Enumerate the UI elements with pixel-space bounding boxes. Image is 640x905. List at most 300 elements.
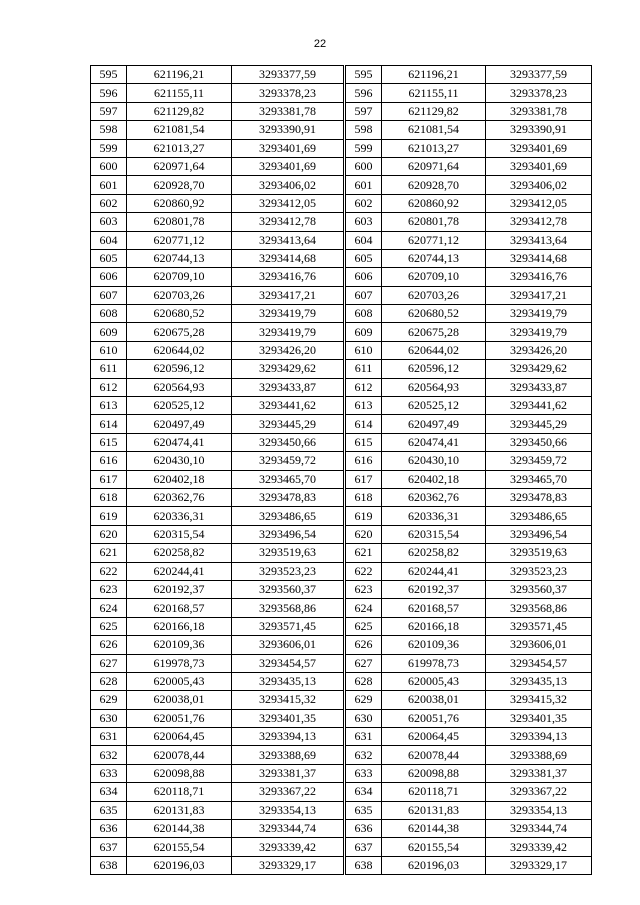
y-coordinate-cell: 3293419,79 [232,305,344,323]
table-row [346,488,592,506]
x-coordinate-cell: 620098,88 [382,764,486,782]
point-number-cell: 615 [91,433,127,451]
table-row [346,617,592,635]
table-row [91,397,344,415]
point-number-cell: 611 [91,360,127,378]
table-row [346,783,592,801]
point-number-cell: 638 [91,856,127,874]
y-coordinate-cell: 3293394,13 [232,728,344,746]
point-number-cell: 622 [346,562,382,580]
y-coordinate-cell: 3293450,66 [232,433,344,451]
x-coordinate-cell: 620709,10 [382,268,486,286]
point-number-cell: 628 [91,672,127,690]
x-coordinate-cell: 621081,54 [382,121,486,139]
x-coordinate-cell: 620430,10 [127,452,232,470]
x-coordinate-cell: 621013,27 [382,139,486,157]
point-number-cell: 617 [91,470,127,488]
y-coordinate-cell: 3293344,74 [232,820,344,838]
x-coordinate-cell: 620336,31 [382,507,486,525]
y-coordinate-cell: 3293568,86 [486,599,592,617]
point-number-cell: 620 [91,525,127,543]
y-coordinate-cell: 3293381,37 [232,764,344,782]
x-coordinate-cell: 620109,36 [127,636,232,654]
x-coordinate-cell: 620771,12 [382,231,486,249]
table-row [91,636,344,654]
y-coordinate-cell: 3293329,17 [486,856,592,874]
y-coordinate-cell: 3293401,69 [486,139,592,157]
table-row [91,654,344,672]
point-number-cell: 621 [91,544,127,562]
point-number-cell: 602 [91,194,127,212]
point-number-cell: 631 [91,728,127,746]
table-row [91,783,344,801]
y-coordinate-cell: 3293406,02 [232,176,344,194]
table-row [346,249,592,267]
y-coordinate-cell: 3293465,70 [232,470,344,488]
point-number-cell: 612 [346,378,382,396]
point-number-cell: 603 [346,213,382,231]
y-coordinate-cell: 3293459,72 [232,452,344,470]
table-row [346,139,592,157]
x-coordinate-cell: 620362,76 [127,488,232,506]
x-coordinate-cell: 620402,18 [382,470,486,488]
table-row [91,856,344,874]
x-coordinate-cell: 620564,93 [382,378,486,396]
y-coordinate-cell: 3293394,13 [486,728,592,746]
table-row [346,672,592,690]
y-coordinate-cell: 3293417,21 [232,286,344,304]
y-coordinate-cell: 3293412,05 [232,194,344,212]
y-coordinate-cell: 3293606,01 [486,636,592,654]
point-number-cell: 621 [346,544,382,562]
x-coordinate-cell: 620078,44 [382,746,486,764]
table-row [346,194,592,212]
table-row [91,231,344,249]
y-coordinate-cell: 3293445,29 [486,415,592,433]
table-row [346,820,592,838]
y-coordinate-cell: 3293414,68 [486,249,592,267]
y-coordinate-cell: 3293445,29 [232,415,344,433]
y-coordinate-cell: 3293478,83 [232,488,344,506]
point-number-cell: 609 [346,323,382,341]
point-number-cell: 636 [346,820,382,838]
table-row [346,525,592,543]
point-number-cell: 612 [91,378,127,396]
table-row [346,433,592,451]
point-number-cell: 625 [346,617,382,635]
y-coordinate-cell: 3293429,62 [232,360,344,378]
x-coordinate-cell: 620644,02 [127,341,232,359]
table-row [91,488,344,506]
point-number-cell: 634 [346,783,382,801]
point-number-cell: 634 [91,783,127,801]
x-coordinate-cell: 620244,41 [127,562,232,580]
table-row [346,599,592,617]
y-coordinate-cell: 3293412,05 [486,194,592,212]
y-coordinate-cell: 3293377,59 [486,66,592,84]
table-row [346,286,592,304]
table-row [91,139,344,157]
y-coordinate-cell: 3293390,91 [232,121,344,139]
point-number-cell: 608 [91,305,127,323]
point-number-cell: 605 [91,249,127,267]
point-number-cell: 605 [346,249,382,267]
table-row [91,746,344,764]
y-coordinate-cell: 3293523,23 [232,562,344,580]
y-coordinate-cell: 3293433,87 [486,378,592,396]
y-coordinate-cell: 3293388,69 [486,746,592,764]
table-row [346,231,592,249]
point-number-cell: 610 [91,341,127,359]
point-number-cell: 614 [346,415,382,433]
point-number-cell: 626 [346,636,382,654]
y-coordinate-cell: 3293433,87 [232,378,344,396]
y-coordinate-cell: 3293329,17 [232,856,344,874]
x-coordinate-cell: 620703,26 [382,286,486,304]
table-row [346,121,592,139]
point-number-cell: 614 [91,415,127,433]
x-coordinate-cell: 620078,44 [127,746,232,764]
x-coordinate-cell: 620928,70 [382,176,486,194]
x-coordinate-cell: 620005,43 [127,672,232,690]
y-coordinate-cell: 3293571,45 [232,617,344,635]
point-number-cell: 613 [346,397,382,415]
y-coordinate-cell: 3293401,35 [232,709,344,727]
y-coordinate-cell: 3293435,13 [486,672,592,690]
point-number-cell: 628 [346,672,382,690]
table-row [346,102,592,120]
y-coordinate-cell: 3293441,62 [486,397,592,415]
table-row [346,305,592,323]
table-row [91,764,344,782]
x-coordinate-cell: 620675,28 [127,323,232,341]
y-coordinate-cell: 3293414,68 [232,249,344,267]
table-row [346,654,592,672]
y-coordinate-cell: 3293454,57 [486,654,592,672]
x-coordinate-cell: 620336,31 [127,507,232,525]
x-coordinate-cell: 621196,21 [382,66,486,84]
table-row [91,525,344,543]
y-coordinate-cell: 3293388,69 [232,746,344,764]
point-number-cell: 625 [91,617,127,635]
table-row [346,636,592,654]
point-number-cell: 609 [91,323,127,341]
point-number-cell: 630 [91,709,127,727]
table-row [346,746,592,764]
point-number-cell: 629 [346,691,382,709]
table-row [91,84,344,102]
point-number-cell: 627 [91,654,127,672]
x-coordinate-cell: 620709,10 [127,268,232,286]
point-number-cell: 618 [346,488,382,506]
y-coordinate-cell: 3293378,23 [232,84,344,102]
y-coordinate-cell: 3293419,79 [486,305,592,323]
x-coordinate-cell: 620564,93 [127,378,232,396]
table-row [91,617,344,635]
y-coordinate-cell: 3293416,76 [486,268,592,286]
y-coordinate-cell: 3293560,37 [232,580,344,598]
point-number-cell: 629 [91,691,127,709]
table-body-left [91,66,344,875]
point-number-cell: 637 [346,838,382,856]
y-coordinate-cell: 3293568,86 [232,599,344,617]
point-number-cell: 635 [91,801,127,819]
point-number-cell: 626 [91,636,127,654]
x-coordinate-cell: 620744,13 [127,249,232,267]
x-coordinate-cell: 620860,92 [127,194,232,212]
x-coordinate-cell: 619978,73 [127,654,232,672]
table-row [346,562,592,580]
y-coordinate-cell: 3293401,69 [486,157,592,175]
y-coordinate-cell: 3293435,13 [232,672,344,690]
y-coordinate-cell: 3293486,65 [486,507,592,525]
y-coordinate-cell: 3293354,13 [232,801,344,819]
point-number-cell: 613 [91,397,127,415]
x-coordinate-cell: 620038,01 [382,691,486,709]
y-coordinate-cell: 3293354,13 [486,801,592,819]
point-number-cell: 627 [346,654,382,672]
table-row [91,433,344,451]
x-coordinate-cell: 620244,41 [382,562,486,580]
table-row [91,157,344,175]
y-coordinate-cell: 3293478,83 [486,488,592,506]
x-coordinate-cell: 620109,36 [382,636,486,654]
table-row [91,121,344,139]
table-row [346,84,592,102]
y-coordinate-cell: 3293406,02 [486,176,592,194]
x-coordinate-cell: 620525,12 [127,397,232,415]
x-coordinate-cell: 620596,12 [382,360,486,378]
point-number-cell: 615 [346,433,382,451]
point-number-cell: 619 [346,507,382,525]
table-row [91,102,344,120]
x-coordinate-cell: 620196,03 [127,856,232,874]
table-row [346,709,592,727]
point-number-cell: 606 [346,268,382,286]
table-row [91,194,344,212]
point-number-cell: 611 [346,360,382,378]
x-coordinate-cell: 620118,71 [382,783,486,801]
y-coordinate-cell: 3293571,45 [486,617,592,635]
y-coordinate-cell: 3293606,01 [232,636,344,654]
table-row [91,249,344,267]
x-coordinate-cell: 620038,01 [127,691,232,709]
table-row [346,856,592,874]
y-coordinate-cell: 3293496,54 [486,525,592,543]
point-number-cell: 597 [91,102,127,120]
y-coordinate-cell: 3293459,72 [486,452,592,470]
x-coordinate-cell: 620675,28 [382,323,486,341]
table-row [346,360,592,378]
x-coordinate-cell: 621155,11 [382,84,486,102]
page-number: 22 [313,38,327,50]
point-number-cell: 617 [346,470,382,488]
point-number-cell: 624 [346,599,382,617]
table-row [91,599,344,617]
y-coordinate-cell: 3293519,63 [486,544,592,562]
y-coordinate-cell: 3293378,23 [486,84,592,102]
x-coordinate-cell: 620051,76 [127,709,232,727]
point-number-cell: 633 [91,764,127,782]
x-coordinate-cell: 620064,45 [382,728,486,746]
x-coordinate-cell: 620497,49 [382,415,486,433]
x-coordinate-cell: 620168,57 [127,599,232,617]
table-row [91,305,344,323]
x-coordinate-cell: 621129,82 [127,102,232,120]
y-coordinate-cell: 3293416,76 [232,268,344,286]
table-row [91,470,344,488]
table-row [346,452,592,470]
x-coordinate-cell: 620928,70 [127,176,232,194]
point-number-cell: 602 [346,194,382,212]
y-coordinate-cell: 3293412,78 [232,213,344,231]
y-coordinate-cell: 3293367,22 [232,783,344,801]
table-row [91,268,344,286]
y-coordinate-cell: 3293419,79 [486,323,592,341]
x-coordinate-cell: 620168,57 [382,599,486,617]
point-number-cell: 622 [91,562,127,580]
table-row [346,728,592,746]
x-coordinate-cell: 620497,49 [127,415,232,433]
x-coordinate-cell: 620315,54 [127,525,232,543]
x-coordinate-cell: 620474,41 [382,433,486,451]
y-coordinate-cell: 3293417,21 [486,286,592,304]
table-row [91,709,344,727]
y-coordinate-cell: 3293339,42 [232,838,344,856]
x-coordinate-cell: 619978,73 [382,654,486,672]
table-row [346,544,592,562]
x-coordinate-cell: 620192,37 [127,580,232,598]
table-row [346,323,592,341]
point-number-cell: 604 [91,231,127,249]
x-coordinate-cell: 620971,64 [382,157,486,175]
point-number-cell: 595 [91,66,127,84]
x-coordinate-cell: 620971,64 [127,157,232,175]
point-number-cell: 619 [91,507,127,525]
point-number-cell: 616 [91,452,127,470]
point-number-cell: 596 [91,84,127,102]
table-row [91,672,344,690]
point-number-cell: 608 [346,305,382,323]
x-coordinate-cell: 620131,83 [127,801,232,819]
y-coordinate-cell: 3293401,69 [232,139,344,157]
x-coordinate-cell: 620644,02 [382,341,486,359]
table-row [91,562,344,580]
y-coordinate-cell: 3293412,78 [486,213,592,231]
point-number-cell: 598 [346,121,382,139]
x-coordinate-cell: 620474,41 [127,433,232,451]
x-coordinate-cell: 620166,18 [127,617,232,635]
y-coordinate-cell: 3293429,62 [486,360,592,378]
point-number-cell: 635 [346,801,382,819]
x-coordinate-cell: 620005,43 [382,672,486,690]
x-coordinate-cell: 620402,18 [127,470,232,488]
y-coordinate-cell: 3293413,64 [232,231,344,249]
x-coordinate-cell: 620430,10 [382,452,486,470]
point-number-cell: 633 [346,764,382,782]
x-coordinate-cell: 620196,03 [382,856,486,874]
y-coordinate-cell: 3293560,37 [486,580,592,598]
point-number-cell: 595 [346,66,382,84]
y-coordinate-cell: 3293450,66 [486,433,592,451]
point-number-cell: 618 [91,488,127,506]
table-row [91,507,344,525]
table-row [346,507,592,525]
x-coordinate-cell: 620744,13 [382,249,486,267]
x-coordinate-cell: 621013,27 [127,139,232,157]
point-number-cell: 607 [346,286,382,304]
x-coordinate-cell: 620192,37 [382,580,486,598]
x-coordinate-cell: 620315,54 [382,525,486,543]
point-number-cell: 600 [91,157,127,175]
y-coordinate-cell: 3293454,57 [232,654,344,672]
x-coordinate-cell: 620144,38 [382,820,486,838]
y-coordinate-cell: 3293426,20 [232,341,344,359]
table-row [91,378,344,396]
x-coordinate-cell: 620166,18 [382,617,486,635]
point-number-cell: 631 [346,728,382,746]
point-number-cell: 599 [91,139,127,157]
x-coordinate-cell: 620051,76 [382,709,486,727]
point-number-cell: 604 [346,231,382,249]
x-coordinate-cell: 620131,83 [382,801,486,819]
table-row [346,268,592,286]
point-number-cell: 596 [346,84,382,102]
y-coordinate-cell: 3293401,69 [232,157,344,175]
table-row [346,213,592,231]
y-coordinate-cell: 3293339,42 [486,838,592,856]
table-row [346,157,592,175]
table-row [346,691,592,709]
y-coordinate-cell: 3293401,35 [486,709,592,727]
x-coordinate-cell: 620801,78 [127,213,232,231]
coordinates-table-right [345,65,592,875]
point-number-cell: 620 [346,525,382,543]
y-coordinate-cell: 3293523,23 [486,562,592,580]
table-row [346,801,592,819]
y-coordinate-cell: 3293415,32 [232,691,344,709]
table-row [91,323,344,341]
point-number-cell: 624 [91,599,127,617]
table-row [91,580,344,598]
point-number-cell: 600 [346,157,382,175]
x-coordinate-cell: 620258,82 [127,544,232,562]
point-number-cell: 630 [346,709,382,727]
point-number-cell: 623 [91,580,127,598]
table-row [346,341,592,359]
point-number-cell: 636 [91,820,127,838]
x-coordinate-cell: 621155,11 [127,84,232,102]
x-coordinate-cell: 620596,12 [127,360,232,378]
y-coordinate-cell: 3293413,64 [486,231,592,249]
point-number-cell: 632 [91,746,127,764]
y-coordinate-cell: 3293496,54 [232,525,344,543]
x-coordinate-cell: 620771,12 [127,231,232,249]
point-number-cell: 603 [91,213,127,231]
table-row [91,452,344,470]
table-row [91,801,344,819]
x-coordinate-cell: 620680,52 [127,305,232,323]
table-row [91,838,344,856]
y-coordinate-cell: 3293441,62 [232,397,344,415]
table-row [346,378,592,396]
table-row [346,66,592,84]
x-coordinate-cell: 620362,76 [382,488,486,506]
point-number-cell: 623 [346,580,382,598]
table-row [91,360,344,378]
y-coordinate-cell: 3293367,22 [486,783,592,801]
point-number-cell: 597 [346,102,382,120]
